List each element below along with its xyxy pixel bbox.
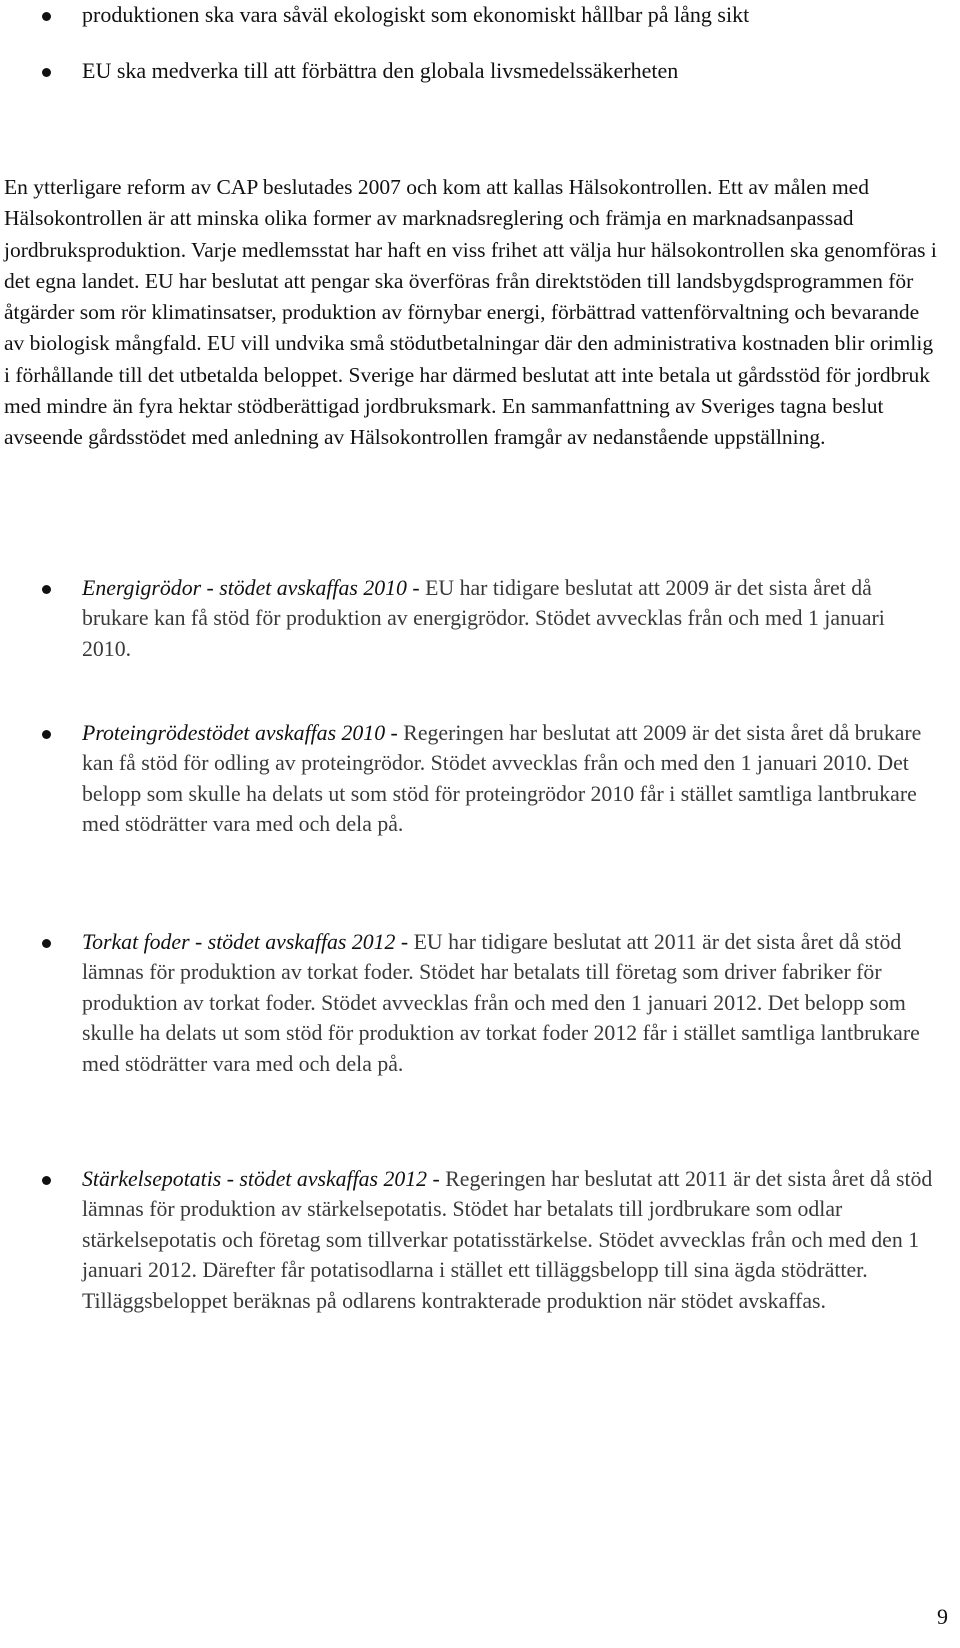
measure-description: Regeringen har beslutat att 2009 är det sista året då brukare kan få stöd för odling av proteingrödor. Stödet avvecklas från och med den 1 januari 2010. Det belopp som skulle ha delats ut som stöd för proteingrödor 2010 får i stället samtliga lantbrukare med stödrätter vara med och dela på. [82, 721, 922, 837]
measure-description: EU har tidigare beslutat att 2009 är det sista året då brukare kan få stöd för produktion av energigrödor. Stödet avvecklas från och med 1 januari 2010. [82, 576, 885, 661]
body-paragraph: En ytterligare reform av CAP beslutades 2007 och kom att kallas Hälsokontrollen. Ett av målen med Hälsokontrollen är att minska olika former av marknadsreglering och främja en marknadsanpassad jordbruksproduktion. Varje medlemsstat har haft en viss frihet att välja hur hälsokontrollen ska genomföras i det egna landet. EU har beslutat att pengar ska överföras från direktstöden till landsbygdsprogrammen för åtgärder som rör klimatinsatser, produktion av förnybar energi, förbättrad vattenförvaltning och bevarande av biologisk mångfald. EU vill undvika små stödutbetalningar där den administrativa kostnaden blir orimlig i förhållande till det utbetalda beloppet. Sverige har därmed beslutat att inte betala ut gårdsstöd för jordbruk med mindre än fyra hektar stödberättigad jordbruksmark. En sammanfattning av Sveriges tagna beslut avseende gårdsstödet med anledning av Hälsokontrollen framgår av nedanstående uppställning. [4, 175, 937, 450]
measure-term: Stärkelsepotatis - stödet avskaffas 2012 [82, 1167, 428, 1191]
bullet-text: produktionen ska vara såväl ekologiskt som ekonomiskt hållbar på lång sikt [82, 2, 750, 27]
bullet-icon [42, 939, 51, 948]
measure-separator: - [395, 930, 414, 954]
measure-item [82, 1164, 938, 1316]
measure-term: Proteingrödestödet avskaffas 2010 [82, 721, 386, 745]
measure-separator: - [406, 576, 426, 600]
bullet-icon [42, 1176, 51, 1185]
measure-item [82, 927, 938, 1079]
measure-term: Torkat foder - stödet avskaffas 2012 [82, 930, 396, 954]
measure-term: Energigrödor - stödet avskaffas 2010 [82, 576, 407, 600]
measure-tail: Tilläggsbeloppet beräknas på odlarens kontrakterade produktion när stödet avskaffas. [82, 1288, 826, 1313]
measure-separator: - [385, 721, 404, 745]
page-number: 9 [937, 1604, 948, 1629]
measure-description: EU har tidigare beslutat att 2011 är det sista året då stöd lämnas för produktion av torkat foder. Stödet har betalats till företag som driver fabriker för produktion av torkat foder. Stödet avvecklas från och med den 1 januari 2012. Det belopp som skulle ha delats ut som stöd för produktion av torkat foder 2012 får i stället samtliga lantbrukare med stödrätter vara med och dela på. [82, 930, 920, 1076]
measure-item [82, 573, 938, 664]
measure-description: Regeringen har beslutat att 2011 är det sista året då stöd lämnas för produktion av stärkelsepotatis. Stödet har betalats till jordbrukare som odlar stärkelsepotatis och företag som tillverkar potatisstärkelse. Stödet avvecklas från och med den 1 januari 2012. Därefter får potatisodlarna i stället ett tilläggsbelopp till sina ägda stödrätter. [82, 1167, 933, 1283]
bullet-icon [42, 12, 51, 21]
bullet-text: EU ska medverka till att förbättra den globala livsmedelssäkerheten [82, 58, 679, 83]
measure-separator: - [427, 1167, 446, 1191]
bullet-icon [42, 585, 51, 594]
bullet-icon [42, 730, 51, 739]
bullet-icon [42, 68, 51, 77]
measure-item [82, 718, 938, 840]
